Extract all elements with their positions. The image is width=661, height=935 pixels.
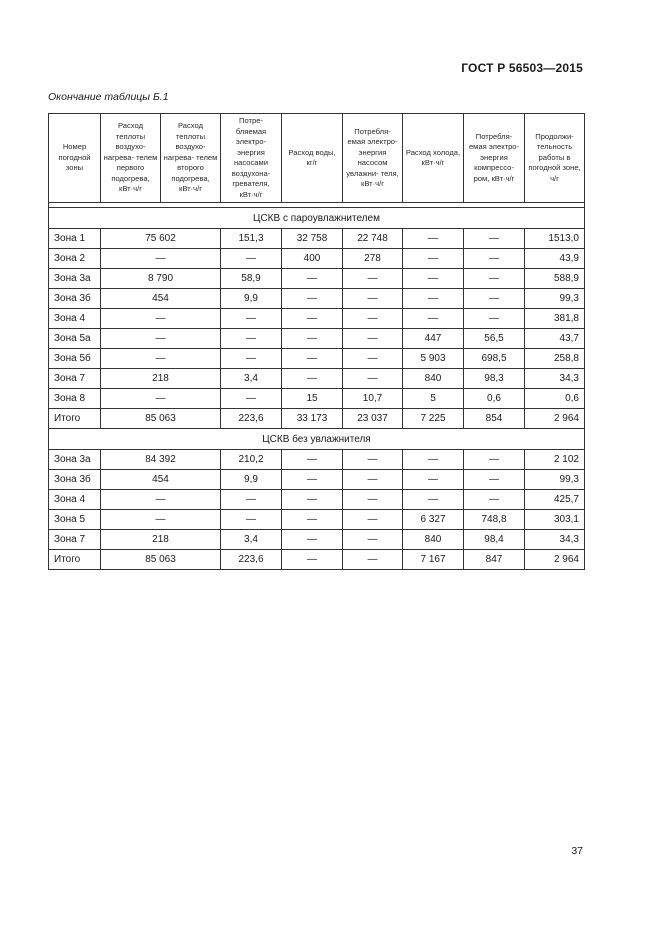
cell-humidifier-energy: —: [343, 369, 403, 389]
table-row: [49, 349, 585, 369]
table-body: [49, 208, 585, 570]
cell-humidifier-energy: —: [343, 349, 403, 369]
cell-water: —: [282, 349, 343, 369]
cell-compressor-energy: 0,6: [464, 389, 525, 409]
cell-humidifier-energy: —: [343, 309, 403, 329]
cell-hours: 425,7: [525, 490, 585, 510]
cell-water: 400: [282, 249, 343, 269]
cell-humidifier-energy: 23 037: [343, 409, 403, 429]
cell-compressor-energy: —: [464, 490, 525, 510]
document-code: ГОСТ Р 56503—2015: [461, 61, 583, 75]
table-row: [49, 229, 585, 249]
cell-zone: Зона 5: [49, 510, 101, 530]
cell-humidifier-energy: 22 748: [343, 229, 403, 249]
cell-heat: 84 392: [101, 450, 221, 470]
table-row: [49, 490, 585, 510]
cell-hours: 43,7: [525, 329, 585, 349]
cell-hours: 381,8: [525, 309, 585, 329]
cell-zone: Зона 3а: [49, 269, 101, 289]
table-row: [49, 289, 585, 309]
cell-compressor-energy: —: [464, 269, 525, 289]
cell-compressor-energy: 748,8: [464, 510, 525, 530]
cell-zone: Зона 4: [49, 490, 101, 510]
cell-water: —: [282, 309, 343, 329]
cell-pump-energy: 3,4: [221, 530, 282, 550]
cell-cold: 7 167: [403, 550, 464, 570]
cell-cold: —: [403, 450, 464, 470]
cell-pump-energy: 58,9: [221, 269, 282, 289]
cell-cold: —: [403, 470, 464, 490]
cell-cold: 7 225: [403, 409, 464, 429]
cell-compressor-energy: —: [464, 289, 525, 309]
table-row: [49, 550, 585, 570]
cell-humidifier-energy: —: [343, 450, 403, 470]
cell-compressor-energy: 698,5: [464, 349, 525, 369]
cell-water: —: [282, 369, 343, 389]
cell-humidifier-energy: 278: [343, 249, 403, 269]
page-number: 37: [571, 845, 583, 857]
cell-zone: Зона 1: [49, 229, 101, 249]
cell-compressor-energy: —: [464, 249, 525, 269]
section-title: ЦСКВ без увлажнителя: [49, 429, 585, 450]
cell-compressor-energy: 56,5: [464, 329, 525, 349]
cell-pump-energy: —: [221, 389, 282, 409]
cell-hours: 34,3: [525, 369, 585, 389]
table-row: [49, 510, 585, 530]
table-row: [49, 470, 585, 490]
cell-cold: 840: [403, 369, 464, 389]
cell-hours: 34,3: [525, 530, 585, 550]
cell-hours: 1513,0: [525, 229, 585, 249]
table-row: [49, 369, 585, 389]
cell-water: —: [282, 490, 343, 510]
cell-compressor-energy: —: [464, 309, 525, 329]
cell-heat: 454: [101, 289, 221, 309]
col-header-humidifier-energy: Потребля- емая электро- энергия насосом увлажни- теля, кВт·ч/г: [343, 114, 403, 203]
cell-heat: 218: [101, 369, 221, 389]
cell-cold: —: [403, 269, 464, 289]
cell-water: —: [282, 470, 343, 490]
cell-hours: 303,1: [525, 510, 585, 530]
cell-cold: —: [403, 229, 464, 249]
cell-hours: 588,9: [525, 269, 585, 289]
col-header-hours: Продолжи- тельность работы в погодной зоне, ч/г: [525, 114, 585, 203]
cell-water: —: [282, 510, 343, 530]
cell-heat: 85 063: [101, 550, 221, 570]
cell-humidifier-energy: —: [343, 550, 403, 570]
cell-humidifier-energy: 10,7: [343, 389, 403, 409]
table-row: [49, 269, 585, 289]
cell-pump-energy: —: [221, 349, 282, 369]
table-row: [49, 389, 585, 409]
cell-pump-energy: 3,4: [221, 369, 282, 389]
cell-compressor-energy: —: [464, 229, 525, 249]
cell-pump-energy: —: [221, 510, 282, 530]
cell-humidifier-energy: —: [343, 490, 403, 510]
cell-water: 32 758: [282, 229, 343, 249]
cell-pump-energy: 9,9: [221, 470, 282, 490]
cell-cold: 447: [403, 329, 464, 349]
cell-water: —: [282, 329, 343, 349]
cell-zone: Зона 7: [49, 369, 101, 389]
cell-zone: Зона 7: [49, 530, 101, 550]
cell-heat: —: [101, 329, 221, 349]
cell-hours: 99,3: [525, 289, 585, 309]
cell-zone: Зона 4: [49, 309, 101, 329]
col-header-compressor-energy: Потребля- емая электро- энергия компрессо- ром, кВт·ч/г: [464, 114, 525, 203]
cell-pump-energy: —: [221, 329, 282, 349]
cell-cold: 5 903: [403, 349, 464, 369]
table-row: [49, 309, 585, 329]
cell-water: —: [282, 269, 343, 289]
col-header-heat-second: Расход теплоты воздухо- нагрева- телем второго подогрева, кВт·ч/г: [161, 114, 221, 203]
cell-heat: —: [101, 389, 221, 409]
cell-cold: 840: [403, 530, 464, 550]
header-row: [49, 114, 585, 203]
table-row: [49, 450, 585, 470]
cell-water: —: [282, 289, 343, 309]
cell-cold: —: [403, 249, 464, 269]
col-header-pump-energy: Потре- бляемая электро- энергия насосами воздухона- гревателя, кВт·ч/г: [221, 114, 282, 203]
section-title: ЦСКВ с пароувлажнителем: [49, 208, 585, 229]
cell-humidifier-energy: —: [343, 530, 403, 550]
cell-pump-energy: —: [221, 490, 282, 510]
cell-compressor-energy: 854: [464, 409, 525, 429]
cell-humidifier-energy: —: [343, 269, 403, 289]
cell-pump-energy: 223,6: [221, 409, 282, 429]
cell-zone: Зона 3а: [49, 450, 101, 470]
cell-cold: 5: [403, 389, 464, 409]
cell-hours: 2 964: [525, 409, 585, 429]
table-row: [49, 530, 585, 550]
cell-heat: —: [101, 249, 221, 269]
cell-compressor-energy: —: [464, 450, 525, 470]
table-row: [49, 329, 585, 349]
cell-compressor-energy: —: [464, 470, 525, 490]
cell-hours: 2 102: [525, 450, 585, 470]
cell-humidifier-energy: —: [343, 289, 403, 309]
cell-pump-energy: 223,6: [221, 550, 282, 570]
col-header-water: Расход воды, кг/г: [282, 114, 343, 203]
cell-zone: Зона 5а: [49, 329, 101, 349]
cell-zone: Итого: [49, 409, 101, 429]
cell-hours: 258,8: [525, 349, 585, 369]
cell-humidifier-energy: —: [343, 470, 403, 490]
cell-water: —: [282, 450, 343, 470]
cell-cold: —: [403, 289, 464, 309]
data-table: [48, 113, 585, 570]
col-header-zone: Номер погодной зоны: [49, 114, 101, 203]
cell-zone: Зона 3б: [49, 470, 101, 490]
cell-heat: —: [101, 510, 221, 530]
cell-water: —: [282, 550, 343, 570]
cell-cold: —: [403, 309, 464, 329]
cell-pump-energy: 9,9: [221, 289, 282, 309]
cell-cold: —: [403, 490, 464, 510]
cell-pump-energy: 151,3: [221, 229, 282, 249]
cell-hours: 2 964: [525, 550, 585, 570]
cell-zone: Итого: [49, 550, 101, 570]
cell-heat: —: [101, 309, 221, 329]
cell-heat: 8 790: [101, 269, 221, 289]
table-caption: Окончание таблицы Б.1: [48, 91, 169, 103]
cell-compressor-energy: 98,3: [464, 369, 525, 389]
cell-heat: 218: [101, 530, 221, 550]
cell-hours: 43,9: [525, 249, 585, 269]
cell-humidifier-energy: —: [343, 510, 403, 530]
cell-pump-energy: —: [221, 309, 282, 329]
cell-water: —: [282, 530, 343, 550]
cell-zone: Зона 2: [49, 249, 101, 269]
cell-water: 15: [282, 389, 343, 409]
cell-zone: Зона 3б: [49, 289, 101, 309]
cell-heat: 75 602: [101, 229, 221, 249]
col-header-cold: Расход холода, кВт·ч/г: [403, 114, 464, 203]
cell-pump-energy: 210,2: [221, 450, 282, 470]
cell-humidifier-energy: —: [343, 329, 403, 349]
cell-water: 33 173: [282, 409, 343, 429]
section-header-row: [49, 429, 585, 450]
cell-heat: —: [101, 349, 221, 369]
cell-hours: 0,6: [525, 389, 585, 409]
section-header-row: [49, 208, 585, 229]
cell-heat: 85 063: [101, 409, 221, 429]
table-row: [49, 249, 585, 269]
cell-hours: 99,3: [525, 470, 585, 490]
cell-zone: Зона 5б: [49, 349, 101, 369]
cell-compressor-energy: 98,4: [464, 530, 525, 550]
cell-heat: —: [101, 490, 221, 510]
col-header-heat-first: Расход теплоты воздухо- нагрева- телем первого подогрева, кВт·ч/г: [101, 114, 161, 203]
cell-cold: 6 327: [403, 510, 464, 530]
cell-zone: Зона 8: [49, 389, 101, 409]
cell-heat: 454: [101, 470, 221, 490]
cell-pump-energy: —: [221, 249, 282, 269]
cell-compressor-energy: 847: [464, 550, 525, 570]
table-row: [49, 409, 585, 429]
